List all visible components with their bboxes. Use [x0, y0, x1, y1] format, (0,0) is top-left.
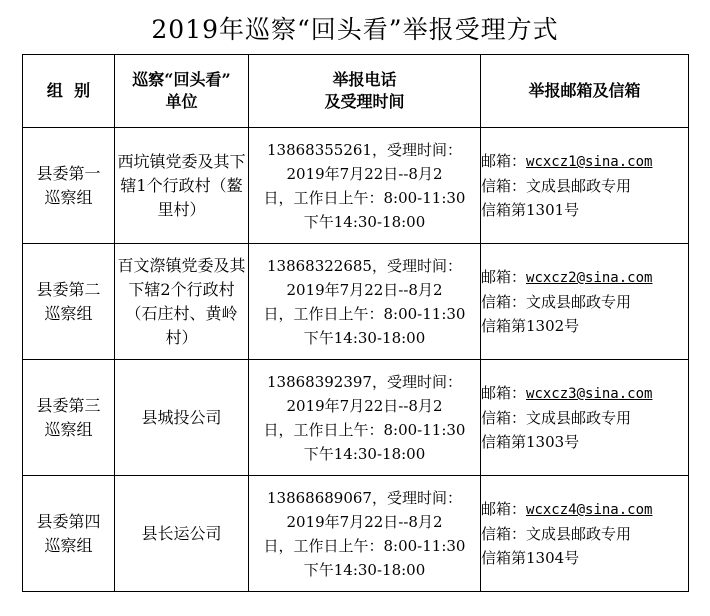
- mailbox-line1: 信箱：文成县邮政专用: [481, 525, 632, 543]
- report-table: [22, 54, 689, 592]
- email-line: [481, 265, 688, 290]
- morning-hours-line: 日，工作日上午：8:00-11:30: [263, 188, 466, 207]
- group-line1: 县委第三: [36, 395, 101, 415]
- header-unit-line1: 巡察“回头看”: [132, 70, 231, 89]
- unit-cell: [115, 128, 249, 244]
- table-row: [23, 476, 689, 592]
- unit-cell: [115, 244, 249, 360]
- unit-cell: [115, 476, 249, 592]
- mailbox-line2: 信箱第1303号: [481, 433, 580, 451]
- header-row: [23, 55, 689, 128]
- afternoon-hours-line: 下午14:30-18:00: [303, 444, 426, 463]
- page-title: 2019年巡察“回头看”举报受理方式: [151, 15, 559, 44]
- header-mail: [481, 55, 689, 128]
- mailbox-line1: 信箱：文成县邮政专用: [481, 409, 632, 427]
- unit-text: 县城投公司: [141, 407, 222, 427]
- group-cell: [23, 360, 115, 476]
- email-label: 邮箱：: [481, 152, 527, 170]
- phone-cell: [249, 476, 481, 592]
- group-line1: 县委第四: [36, 511, 101, 531]
- date-range-line: 2019年7月22日--8月2: [286, 396, 443, 415]
- table-row: [23, 244, 689, 360]
- mailbox-line2: 信箱第1301号: [481, 201, 580, 219]
- mail-cell: [481, 360, 689, 476]
- header-phone-line2: 及受理时间: [324, 92, 405, 111]
- email-link[interactable]: wcxcz2@sina.com: [526, 270, 653, 286]
- date-range-line: 2019年7月22日--8月2: [286, 164, 443, 183]
- afternoon-hours-line: 下午14:30-18:00: [303, 212, 426, 231]
- email-line: [481, 497, 688, 522]
- phone-number-line: 13868689067，受理时间：: [267, 488, 462, 507]
- email-link[interactable]: wcxcz1@sina.com: [526, 154, 653, 170]
- unit-text: 西坑镇党委及其下辖1个行政村（鳌里村）: [117, 151, 246, 219]
- phone-cell: [249, 244, 481, 360]
- email-link[interactable]: wcxcz3@sina.com: [526, 386, 653, 402]
- group-line2: 巡察组: [44, 187, 93, 207]
- mail-cell: [481, 476, 689, 592]
- mail-cell: [481, 244, 689, 360]
- group-line2: 巡察组: [44, 303, 93, 323]
- header-phone: [249, 55, 481, 128]
- email-line: [481, 381, 688, 406]
- email-label: 邮箱：: [481, 500, 527, 518]
- header-phone-line1: 举报电话: [332, 70, 397, 89]
- phone-number-line: 13868322685，受理时间：: [267, 256, 462, 275]
- header-unit-line2: 单位: [165, 92, 198, 111]
- mailbox-line2: 信箱第1304号: [481, 549, 580, 567]
- group-line2: 巡察组: [44, 419, 93, 439]
- date-range-line: 2019年7月22日--8月2: [286, 280, 443, 299]
- mailbox-line1: 信箱：文成县邮政专用: [481, 177, 632, 195]
- table-row: [23, 128, 689, 244]
- afternoon-hours-line: 下午14:30-18:00: [303, 560, 426, 579]
- group-line1: 县委第一: [36, 163, 101, 183]
- date-range-line: 2019年7月22日--8月2: [286, 512, 443, 531]
- header-unit: [115, 55, 249, 128]
- email-label: 邮箱：: [481, 384, 527, 402]
- email-link[interactable]: wcxcz4@sina.com: [526, 502, 653, 518]
- unit-text: 百文漈镇党委及其下辖2个行政村（石庄村、黄岭村）: [117, 255, 246, 347]
- group-cell: [23, 476, 115, 592]
- email-label: 邮箱：: [481, 268, 527, 286]
- mailbox-line2: 信箱第1302号: [481, 317, 580, 335]
- morning-hours-line: 日，工作日上午：8:00-11:30: [263, 304, 466, 323]
- afternoon-hours-line: 下午14:30-18:00: [303, 328, 426, 347]
- phone-number-line: 13868355261，受理时间：: [267, 140, 462, 159]
- header-mail-label: 举报邮箱及信箱: [528, 81, 641, 100]
- morning-hours-line: 日，工作日上午：8:00-11:30: [263, 420, 466, 439]
- header-group-label: 组 别: [46, 81, 91, 100]
- mailbox-line1: 信箱：文成县邮政专用: [481, 293, 632, 311]
- phone-cell: [249, 128, 481, 244]
- mail-cell: [481, 128, 689, 244]
- morning-hours-line: 日，工作日上午：8:00-11:30: [263, 536, 466, 555]
- group-cell: [23, 128, 115, 244]
- table-row: [23, 360, 689, 476]
- unit-cell: [115, 360, 249, 476]
- email-line: [481, 149, 688, 174]
- header-group: [23, 55, 115, 128]
- group-line1: 县委第二: [36, 279, 101, 299]
- group-cell: [23, 244, 115, 360]
- phone-number-line: 13868392397，受理时间：: [267, 372, 462, 391]
- unit-text: 县长运公司: [141, 523, 222, 543]
- phone-cell: [249, 360, 481, 476]
- group-line2: 巡察组: [44, 535, 93, 555]
